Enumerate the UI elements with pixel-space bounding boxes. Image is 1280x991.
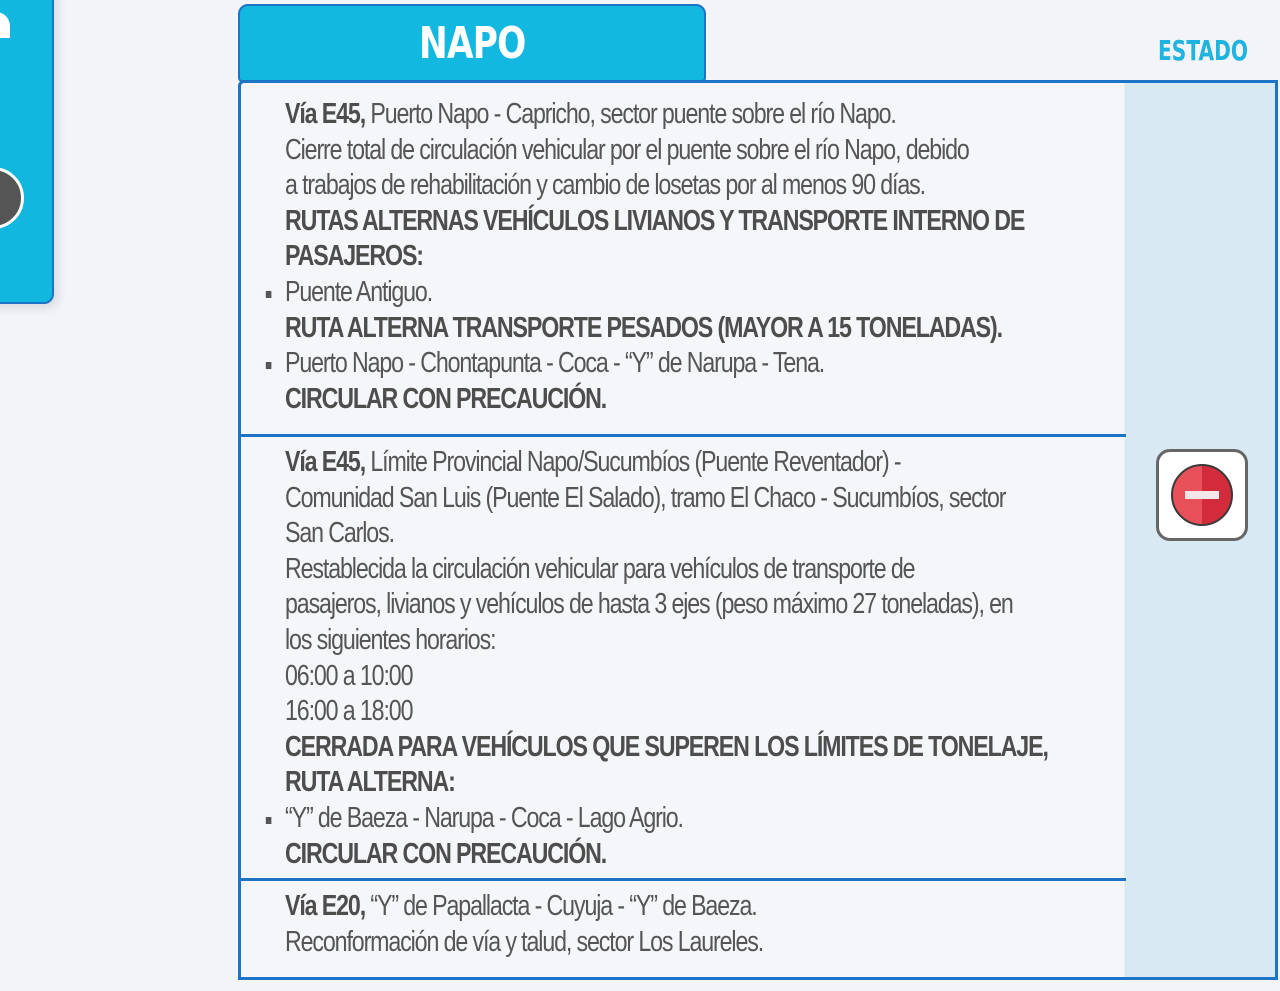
- alt-route-item: Puente Antiguo.: [285, 275, 1145, 311]
- alt-route-heading: RUTA ALTERNA TRANSPORTE PESADOS (MAYOR A 15 TONELADAS).: [285, 311, 1002, 344]
- row-description: [285, 97, 1145, 417]
- table-row: [241, 83, 1126, 437]
- table-row: [241, 881, 1126, 991]
- alt-route-heading: RUTAS ALTERNAS VEHÍCULOS LIVIANOS Y TRANSPORTE INTERNO DE: [285, 204, 1025, 237]
- province-header: [238, 4, 706, 82]
- alt-route-item: Puerto Napo - Chontapunta - Coca - “Y” de Narupa - Tena.: [285, 346, 1145, 382]
- road-id: Vía E20,: [285, 890, 366, 922]
- status-column-header: ESTADO: [1158, 34, 1248, 67]
- description-line: a trabajos de rehabilitación y cambio de losetas por al menos 90 días.: [285, 169, 925, 202]
- partial-letter-glyph: [0, 12, 10, 38]
- adjacent-province-card: [0, 0, 54, 304]
- closure-note: CERRADA PARA VEHÍCULOS QUE SUPEREN LOS LÍMITES DE TONELAJE,: [285, 730, 1048, 763]
- description-line: Comunidad San Luis (Puente El Salado), tramo El Chaco - Sucumbíos, sector: [285, 481, 1006, 514]
- schedule-time: 06:00 a 10:00: [285, 659, 413, 692]
- row-description: [285, 445, 1145, 872]
- road-id: Vía E45,: [285, 98, 366, 130]
- description-line: los siguientes horarios:: [285, 623, 496, 656]
- no-entry-bar: [1185, 491, 1219, 499]
- caution-note: CIRCULAR CON PRECAUCIÓN.: [285, 382, 607, 415]
- alt-route-heading: RUTA ALTERNA:: [285, 766, 455, 799]
- caution-note: CIRCULAR CON PRECAUCIÓN.: [285, 837, 607, 870]
- province-title: NAPO: [418, 17, 526, 69]
- no-entry-icon: [1156, 449, 1248, 541]
- no-entry-disc: [1171, 464, 1233, 526]
- alt-route-item: “Y” de Baeza - Narupa - Coca - Lago Agrio.: [285, 801, 1145, 837]
- road-segment: Puerto Napo - Capricho, sector puente sobre el río Napo.: [365, 98, 896, 130]
- road-status-table: [238, 80, 1278, 980]
- description-line: pasajeros, livianos y vehículos de hasta 3 ejes (peso máximo 27 toneladas), en: [285, 588, 1013, 621]
- road-segment: Límite Provincial Napo/Sucumbíos (Puente Reventador) -: [365, 446, 901, 478]
- schedule-time: 16:00 a 18:00: [285, 695, 413, 728]
- description-line: Cierre total de circulación vehicular por el puente sobre el río Napo, debido: [285, 133, 969, 166]
- road-id: Vía E45,: [285, 446, 366, 478]
- road-segment: “Y” de Papallacta - Cuyuja - “Y” de Baeza.: [365, 890, 757, 922]
- description-line: Reconformación de vía y talud, sector Los Laureles.: [285, 925, 764, 958]
- description-line: Restablecida la circulación vehicular para vehículos de transporte de: [285, 552, 915, 585]
- table-row: [241, 437, 1126, 881]
- description-line: San Carlos.: [285, 517, 394, 550]
- status-dot-icon: [0, 167, 24, 229]
- alt-route-heading: PASAJEROS:: [285, 240, 423, 273]
- row-description: [285, 889, 1145, 960]
